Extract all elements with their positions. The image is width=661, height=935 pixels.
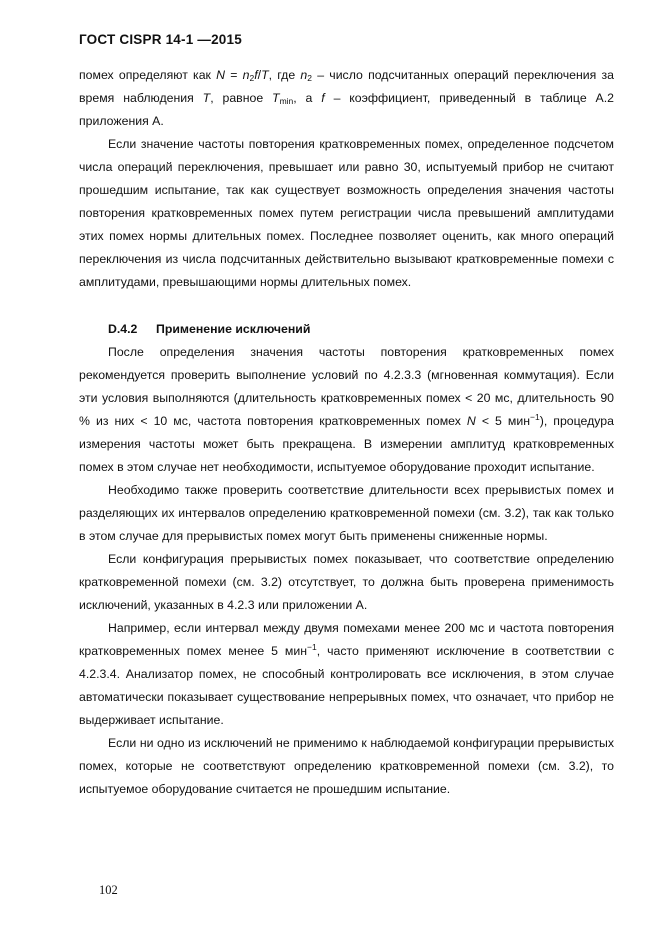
page-number: 102	[99, 883, 118, 897]
paragraph-conditions: После определения значения частоты повторения кратковременных помех рекомендуется проверить выполнение условий по 4.2.3.3 (мгновенная коммутация). Если эти условия выполняются (длительность кратковременных помех < 20 мс, длительность 90 % из них < 10 мс, частота повторения кратковременных помех N < 5 мин$^{-1}$), процедура измерения частоты может быть прекращена. В измерении амплитуд кратковременных помех в этом случае нет необходимости, испытуемое оборудование проходит испытание.	[79, 345, 614, 474]
section-title: Применение исключений	[156, 322, 311, 336]
section-heading	[108, 318, 310, 341]
document-header: ГОСТ CISPR 14-1 —2015	[79, 32, 242, 47]
paragraph-exceptions-check: Если конфигурация прерывистых помех показывает, что соответствие определению кратковременной помехи (см. 3.2) отсутствует, то должна быть проверена применимость исключений, указанных в 4.2.3 или приложении А.	[79, 552, 614, 612]
paragraph-formula: помех определяют как $N = n_2f/T$, где $n_2$ – число подсчитанных операций переключения за время наблюдения T, равное $T_{min}$, а f – коэффициент, приведенный в таблице А.2 приложения А.	[79, 68, 615, 128]
paragraph-conclusion: Если ни одно из исключений не применимо к наблюдаемой конфигурации прерывистых помех, которые не соответствуют определению кратковременной помехи (см. 3.2), то испытуемое оборудование считается не прошедшим испытание.	[79, 736, 614, 796]
section-body	[79, 341, 614, 801]
paragraph-example: Например, если интервал между двумя помехами менее 200 мс и частота повторения кратковременных помех менее 5 мин$^{-1}$, часто применяют исключение в соответствии с 4.2.3.4. Анализатор помех, не способный контролировать все исключения, в этом случае автоматически показывает существование непрерывных помех, что означает, что прибор не выдерживает испытание.	[79, 621, 614, 727]
paragraph-duration-check: Необходимо также проверить соответствие длительности всех прерывистых помех и разделяющих их интервалов определению кратковременной помехи (см. 3.2), так как только в этом случае для прерывистых помех могут быть применены сниженные нормы.	[79, 483, 614, 543]
continuation-text	[79, 64, 614, 294]
paragraph-count-threshold: Если значение частоты повторения кратковременных помех, определенное подсчетом числа операций переключения, превышает или равно 30, испытуемый прибор не считают прошедшим испытание, так как существует возможность определения значения частоты повторения кратковременных помех путем регистрации числа превышений амплитудами этих помех нормы длительных помех. Последнее позволяет оценить, как много операций переключения из числа подсчитанных действительно вызывают кратковременные помехи с амплитудами, превышающими нормы длительных помех.	[79, 137, 614, 289]
section-number: D.4.2	[108, 322, 138, 336]
